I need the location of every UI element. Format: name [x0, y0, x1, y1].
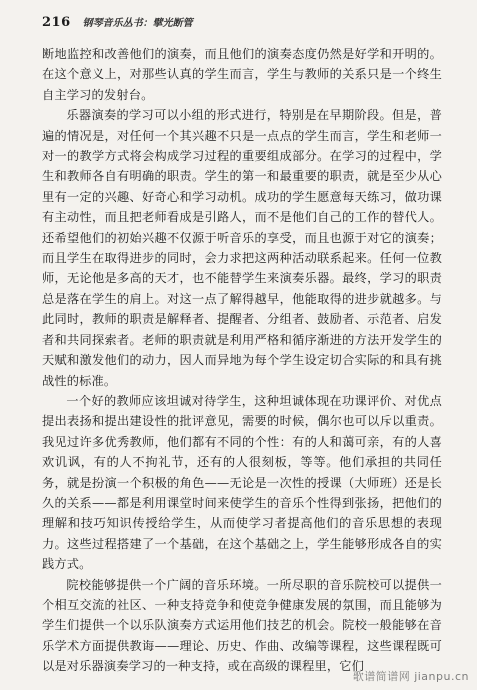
paragraph-3: 一个好的教师应该坦诚对待学生，这种坦诚体现在功课评价、对优点提出表扬和提出建设性的批评意见，需要的时候，偶尔也可以斥以重责。我见过许多优秀教师，他们都有不同的个性：有的人和蔼可亲，有的人喜欢讥讽，有的人不拘礼节，还有的人很刻板，等等。他们承担的共同任务，就是扮演一个积极的角色——无论是一次性的授课（大师班）还是长久的关系——都是利用课堂时间来使学生的音乐个性得到张扬，把他们的理解和技巧知识传授给学生，从而使学习者提高他们的音乐思想的表现力。这些过程搭建了一个基础，在这个基础之上，学生能够形成各自的实践方式。: [42, 393, 442, 572]
paragraph-1: 断地监控和改善他们的演奏，而且他们的演奏态度仍然是好学和开明的。在这个意义上，对那些认真的学生而言，学生与教师的关系只是一个终生自主学习的发射台。: [42, 47, 442, 102]
page-header: [42, 14, 442, 34]
paragraph-2: 乐器演奏的学习可以小组的形式进行，特别是在早期阶段。但是，普遍的情况是，对任何一个其兴趣不只是一点点的学生而言，学生和老师一对一的教学方式将会构成学习过程的重要组成部分。在学习的过程中，学生和教师各自有明确的职责。学生的第一和最重要的职责，就是至少从心里有一定的兴趣、好奇心和学习动机。成功的学生愿意每天练习，做功课有主动性，而且把老师看成是引路人，而不是他们自己的工作的替代人。还希望他们的初始兴趣不仅源于听音乐的享受，而且也源于对它的演奏；而且学生在取得进步的同时，会力求把这两种活动联系起来。任何一位教师，无论他是多高的天才，也不能替学生来演奏乐器。最终，学习的职责总是落在学生的肩上。对这一点了解得越早，他能取得的进步就越多。与此同时，教师的职责是解释者、提醒者、分组者、鼓励者、示范者、启发者和共同探索者。老师的职责就是利用严格和循序渐进的方法开发学生的天赋和激发他们的动力，因人而异地为每个学生设定切合实际的和具有挑战性的标准。: [42, 108, 442, 388]
body-text: [42, 44, 442, 677]
running-title: 钢琴音乐丛书：擘光断管: [82, 18, 193, 29]
page-number: 216: [42, 15, 71, 30]
watermark: 歌谱简谱网 jianpu.cn: [352, 670, 469, 683]
paragraph-4: 院校能够提供一个广阔的音乐环境。一所尽职的音乐院校可以提供一个相互交流的社区、一种支持竞争和使竞争健康发展的氛围，而且能够为学生们提供一个以乐队演奏方式运用他们技艺的机会。院校一般能够在音乐学术方面提供教诲——理论、历史、作曲、改编等课程，这些课程既可以是对乐器演奏学习的一种支持，或在高级的课程里，它们: [42, 577, 442, 674]
